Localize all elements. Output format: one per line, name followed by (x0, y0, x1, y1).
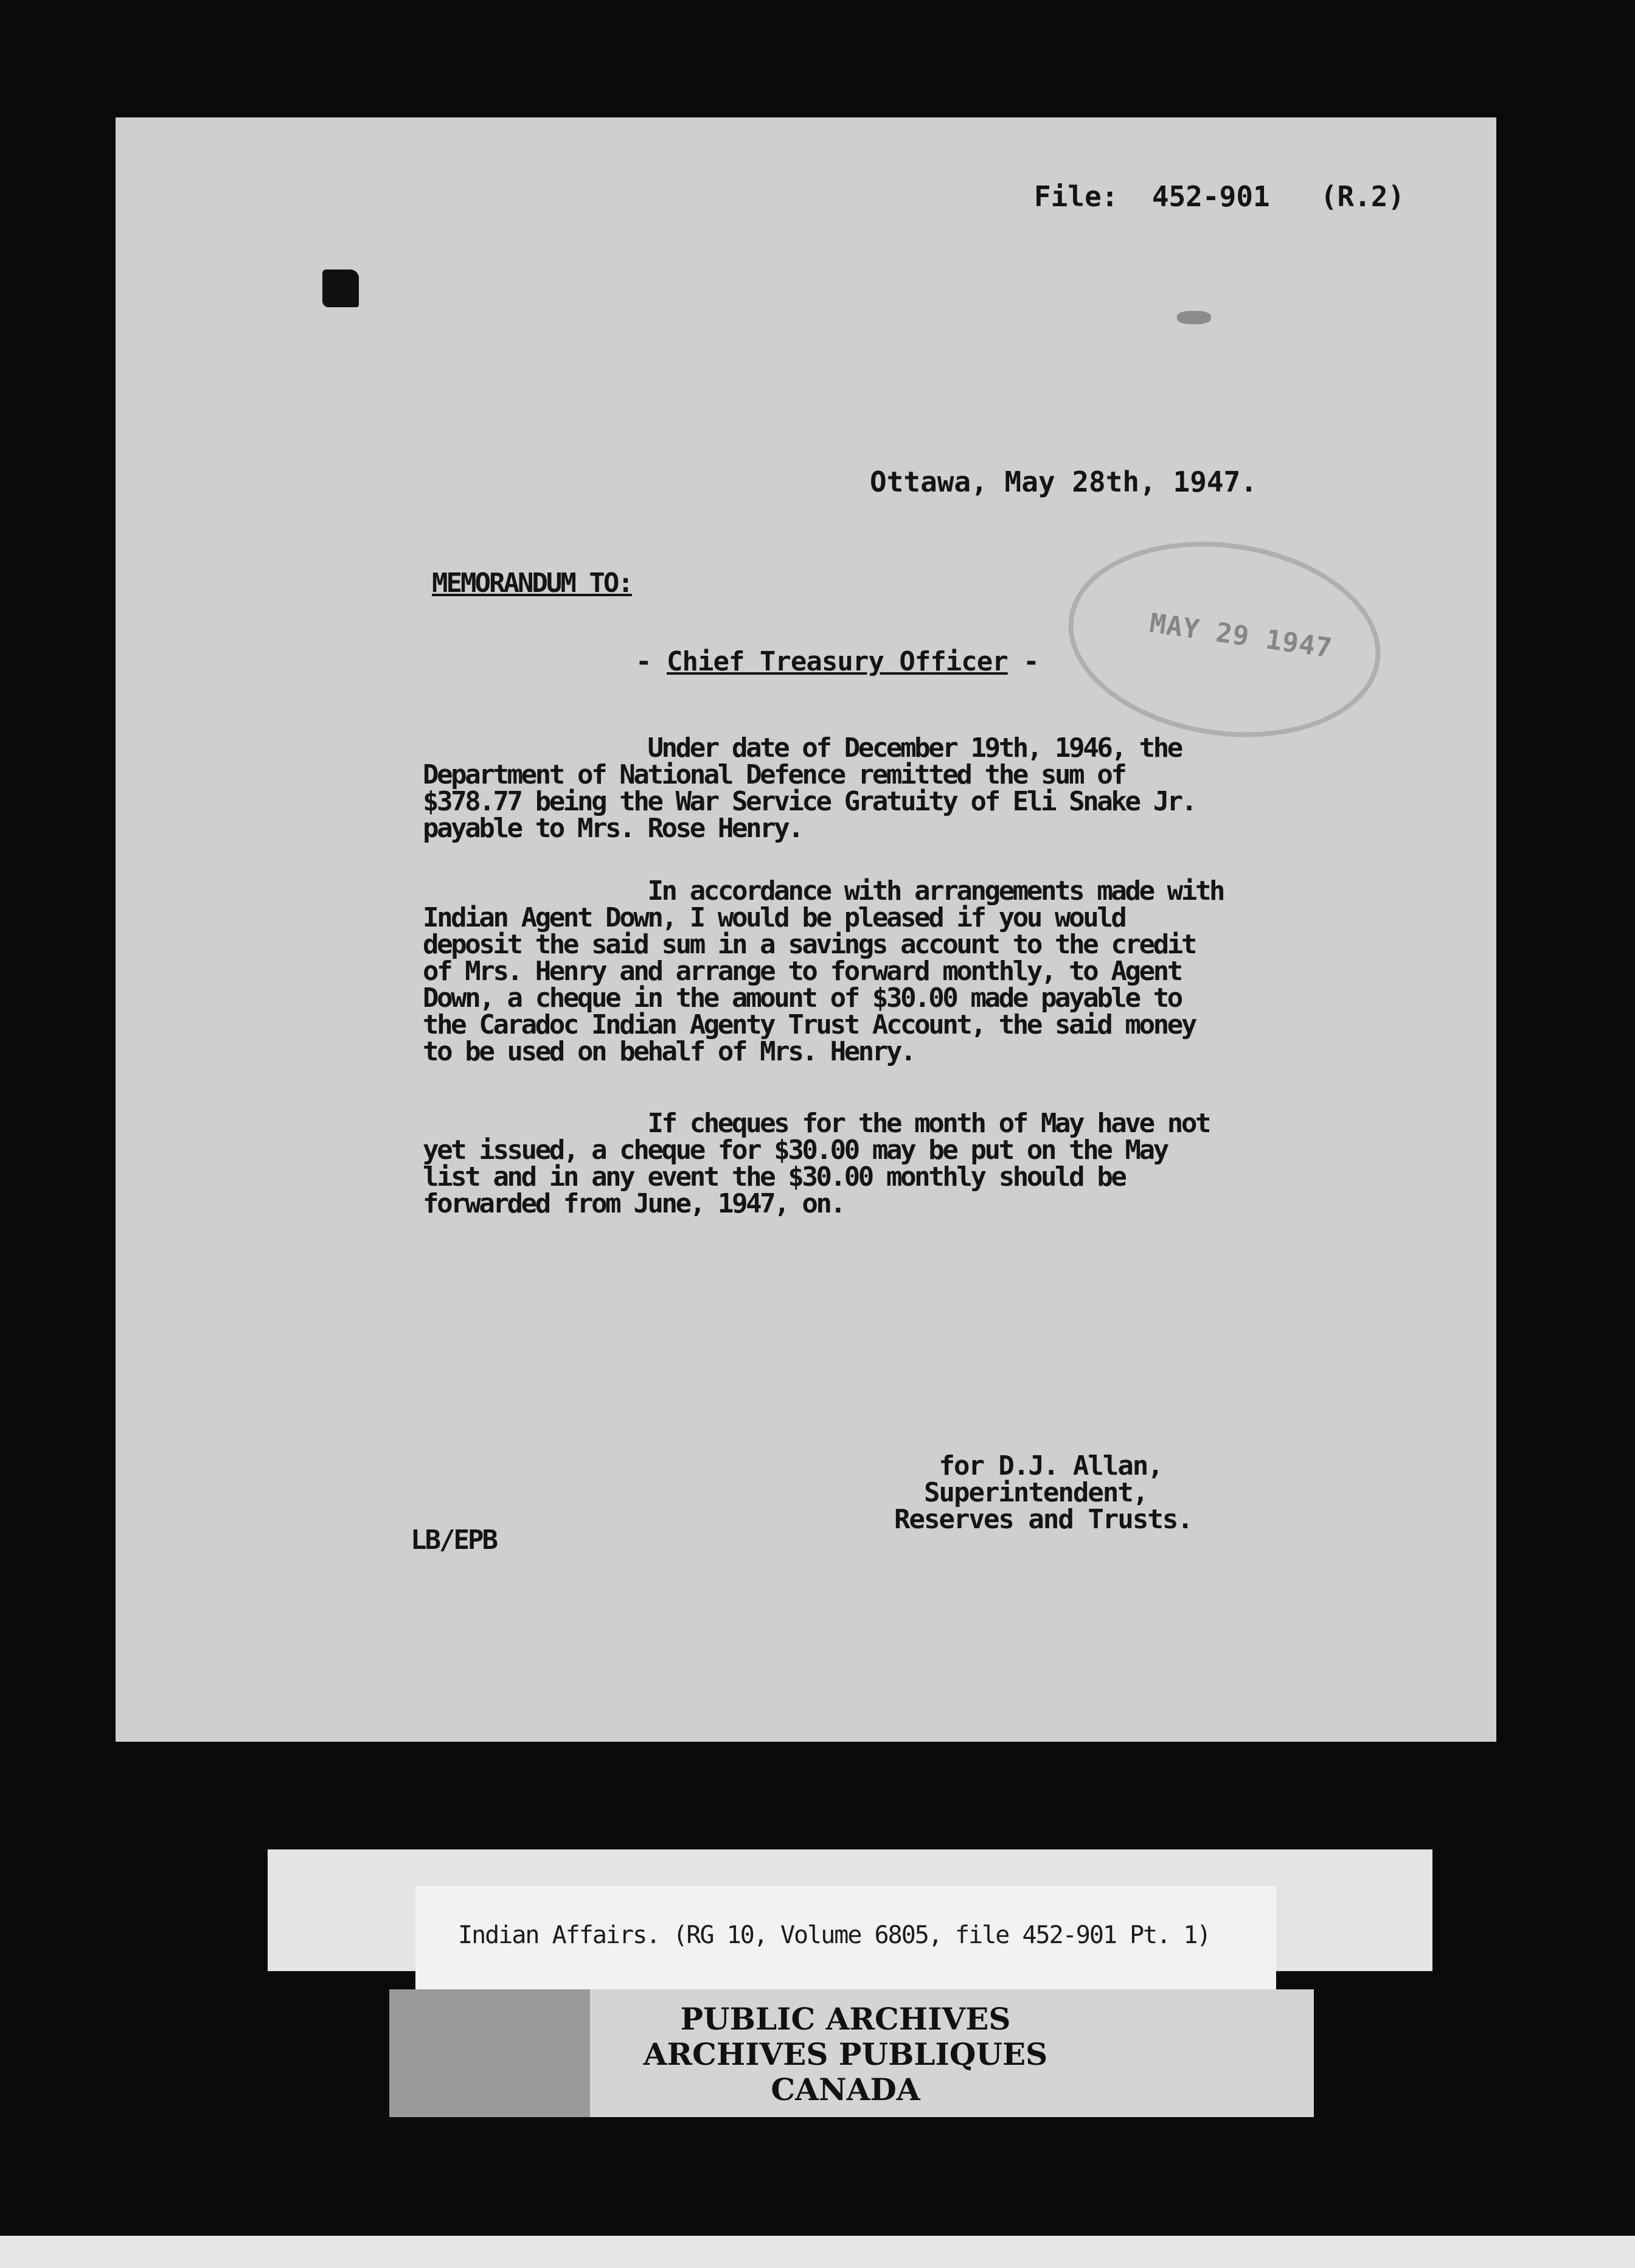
memo-heading: MEMORANDUM TO: (432, 568, 632, 599)
archive-citation: Indian Affairs. (RG 10, Volume 6805, file 452-901 Pt. 1) (458, 1921, 1210, 1949)
paragraph-2: In accordance with arrangements made with Indian Agent Down, I would be pleased if you would deposit the said sum in a savings account to the credit of Mrs. Henry and arrange to forward monthly, to Agent Down, a cheque in the amount of $30.00 made payable to the Caradoc Indian Agenty Trust Account, the said money to be used on behalf of Mrs. Henry. (423, 875, 1224, 1067)
recipient-suffix: - (1007, 646, 1039, 677)
file-reference: File: 452-901 (R.2) (1034, 180, 1405, 213)
archives-label (414, 2002, 1277, 2107)
stamp-date: MAY 29 1947 (1147, 607, 1335, 664)
typist-initials: LB/EPB (411, 1525, 496, 1556)
recipient-prefix: - (636, 646, 667, 677)
received-stamp (1056, 523, 1394, 757)
archives-line-3: CANADA (771, 2071, 920, 2107)
bottom-band (0, 2236, 1635, 2268)
paper-speckle (1177, 311, 1211, 324)
archives-line-1: PUBLIC ARCHIVES (680, 2001, 1011, 2037)
recipient-line (636, 646, 1039, 677)
recipient-name: Chief Treasury Officer (666, 646, 1008, 677)
paragraph-3: If cheques for the month of May have not yet issued, a cheque for $30.00 may be put on the May list and in any event the $30.00 monthly should be forwarded from June, 1947, on. (423, 1108, 1210, 1219)
ink-blot (322, 270, 359, 307)
paragraph-1: Under date of December 19th, 1946, the Department of National Defence remitted the sum of $378.77 being the War Service Gratuity of Eli Snake Jr. payable to Mrs. Rose Henry. (423, 732, 1195, 844)
archives-line-2: ARCHIVES PUBLIQUES (643, 2036, 1048, 2072)
memo-sheet (116, 117, 1496, 1742)
signature-block: for D.J. Allan, Superintendent, Reserves and Trusts. (894, 1450, 1192, 1535)
memo-date: Ottawa, May 28th, 1947. (870, 465, 1257, 498)
